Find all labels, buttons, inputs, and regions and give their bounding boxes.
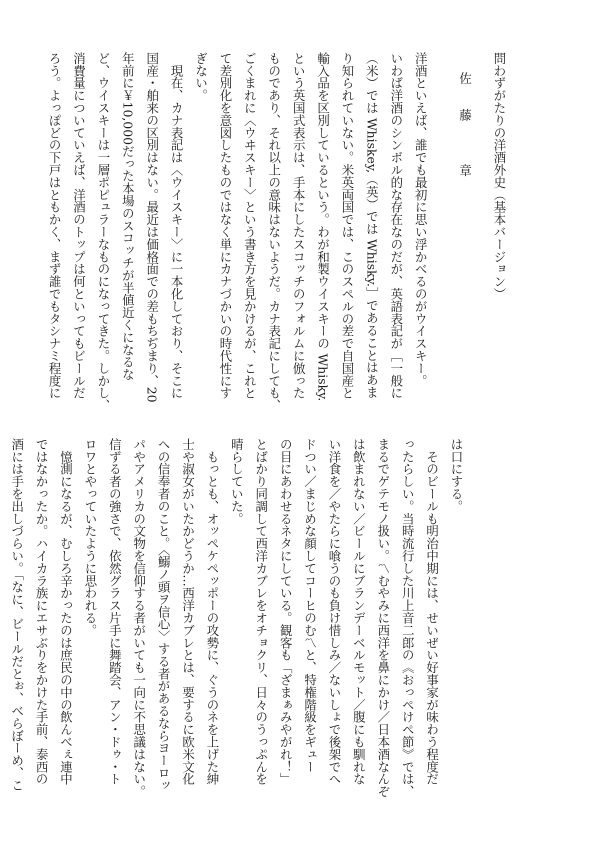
text-column: 士や淑女がいたかどうか…西洋カブレとは、要するに欧米文化: [180, 438, 196, 786]
text-column: もっとも、オッペケペッポーの攻勢に、ぐうのネを上げた紳: [204, 438, 220, 786]
upper-text-band: [11, 52, 511, 465]
text-column: ろう。よっぽどの下戸はともかく、まず誰でもタシナミ程度に: [47, 52, 63, 400]
author-name: 佐 藤 章: [457, 72, 473, 183]
text-column: は飲まれない／ビールにブランデーベルモット／腹にも馴れな: [351, 438, 367, 786]
text-column: 輸入品を区別しているという。わが和製ウイスキーの Whisky.: [315, 52, 331, 402]
text-column: の目にあわせるネタにしている。観客も「ざまぁみやがれ！」: [278, 438, 294, 786]
text-column: 洋酒といえば、誰でも最初に思い浮かべるのがウイスキー。: [413, 52, 429, 387]
text-column: とばかり同調して西洋カブレをオチョクリ、日々のうっぷんを: [253, 438, 269, 786]
article-title: 問わずがたりの洋酒外史（基本バージョン）: [492, 52, 507, 300]
text-column: り知られていない。米英両国では、このスペルの差で自国産と: [339, 52, 355, 400]
text-column: 晴らしていた。: [229, 438, 245, 525]
text-column: い洋食を／やたらに喰うのも負け惜しみ／ないしょで後架でへ: [326, 438, 342, 786]
text-column: ったらしい。当時流行した川上音二郎の《おっぺけぺ節》では、: [400, 438, 416, 798]
text-column: ごくまれに〈ウヰスキー〉という書き方を見かけるが、これと: [242, 52, 258, 400]
text-column: パやアメリカの文物を信仰する者がいても一向に不思議はない。: [131, 438, 147, 798]
text-column: という英国式表示は、手本にしたスコッチのフォルムに倣った: [291, 52, 307, 400]
text-column: ぎない。: [193, 52, 209, 102]
text-column: 酒には手を出しづらい。「なに、ビールだとぉ、べらぼーめ、こ: [9, 438, 25, 792]
text-column: 信ずる者の強さで、依然グラス片手に舞踏会、アン・ドゥ・ト: [107, 438, 123, 786]
text-column: （米）では Whiskey,（英）では Whisky.］であることはあま: [364, 52, 380, 399]
text-column: て差別化を意図したものではなく単にカナづかいの時代性にす: [217, 52, 233, 400]
text-column: いわば洋酒のシンボル的な存在なのだが、英語表記が［一般に: [388, 52, 404, 400]
text-column: ど、ウイスキーは一層ポピュラーなものになってきた。しかし、: [95, 52, 111, 412]
text-column: 現在、カナ表記は〈ウイスキー〉に一本化しており、そこに: [169, 52, 185, 400]
text-column: ドつい／まじめな顔してコーヒのむ〽と、特権階級をギュー: [302, 438, 318, 773]
text-column: ロワとやっていたように思われる。: [82, 438, 98, 637]
text-column: まるでゲテモノ扱い。〽むやみに西洋を鼻にかけ／日本酒なんぞ: [375, 438, 391, 798]
lower-text-band: [9, 438, 468, 853]
text-column: への信奉者のこと。〈鰯ノ頭ヲ信心〉する者があるならヨーロッ: [156, 438, 172, 792]
text-column: 消費量についていえば、洋酒のトップは何といってもビールだ: [71, 52, 87, 400]
text-column: ではなかったか。ハイカラ族にエサぶりをかけた手前、泰西の: [34, 438, 50, 786]
text-column: 年前に￥10,000だった本場のスコッチが半値近くになるな: [120, 52, 136, 381]
text-column: そのビールも明治中期には、せいぜい好事家が味わう程度だ: [424, 438, 440, 786]
text-column: 国産・舶来の区別はない。最近は価格面での差もちぢまり、20: [144, 52, 160, 403]
text-column: 憶測になるが、むしろ辛かったのは庶民の中の飲んべぇ連中: [58, 438, 74, 786]
text-column: ものであり、それ以上の意味はないようだ。カナ表記にしても、: [266, 52, 282, 412]
text-column: は口にする。: [449, 438, 464, 513]
